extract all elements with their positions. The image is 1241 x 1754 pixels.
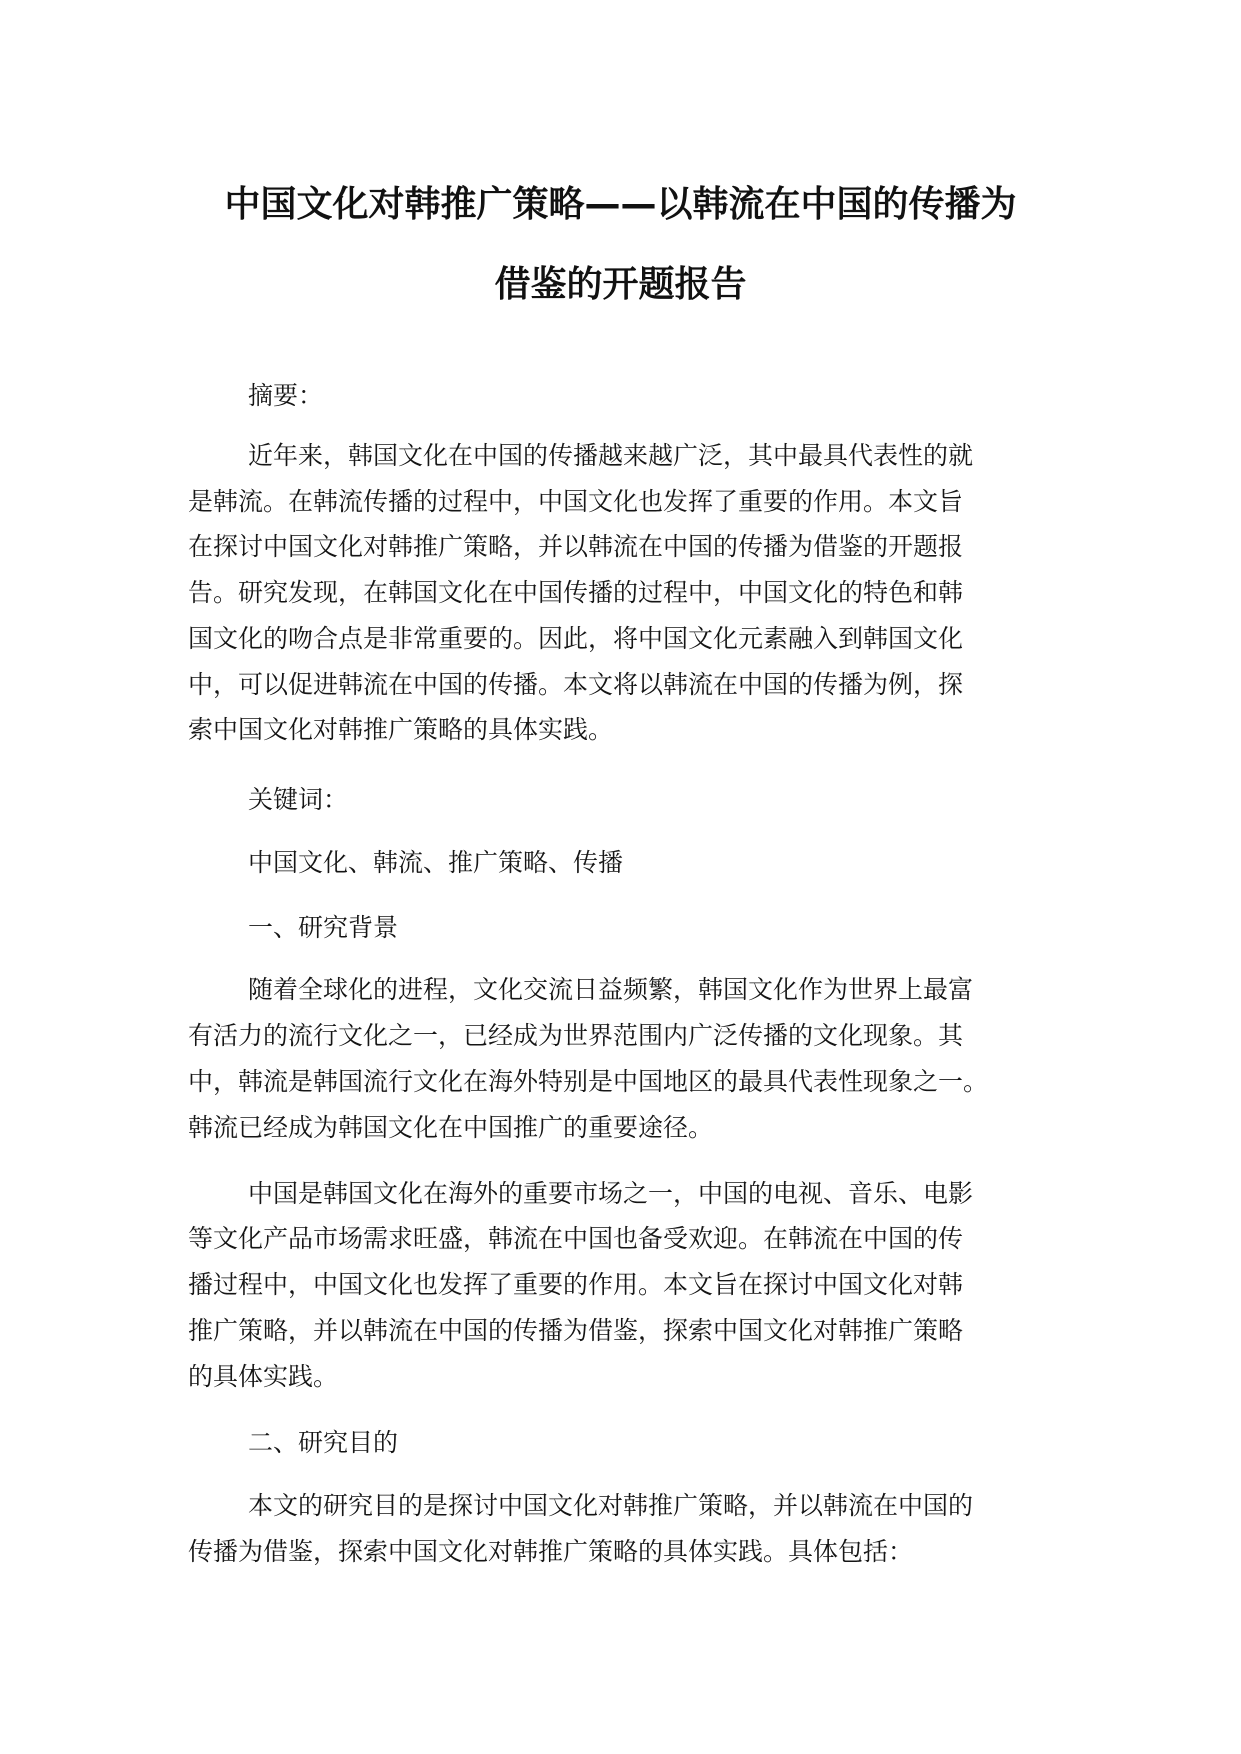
background-line: 随着全球化的进程，文化交流日益频繁，韩国文化作为世界上最富 (248, 975, 974, 1004)
background-line: 韩流已经成为韩国文化在中国推广的重要途径。 (188, 1113, 714, 1142)
abstract-heading: 摘要： (248, 381, 324, 410)
section-heading-purpose: 二、研究目的 (248, 1428, 399, 1457)
background-line: 中国是韩国文化在海外的重要市场之一，中国的电视、音乐、电影 (248, 1179, 974, 1208)
background-line: 的具体实践。 (188, 1362, 339, 1391)
abstract-line: 索中国文化对韩推广策略的具体实践。 (188, 715, 614, 744)
abstract-line: 告。研究发现，在韩国文化在中国传播的过程中，中国文化的特色和韩 (188, 578, 964, 607)
background-line: 等文化产品市场需求旺盛，韩流在中国也备受欢迎。在韩流在中国的传 (188, 1224, 964, 1253)
background-line: 中，韩流是韩国流行文化在海外特别是中国地区的最具代表性现象之一。 (188, 1067, 989, 1096)
abstract-line: 近年来，韩国文化在中国的传播越来越广泛，其中最具代表性的就 (248, 441, 974, 470)
keywords-text: 中国文化、韩流、推广策略、传播 (248, 848, 624, 877)
purpose-line: 传播为借鉴，探索中国文化对韩推广策略的具体实践。具体包括： (188, 1537, 914, 1566)
abstract-line: 是韩流。在韩流传播的过程中，中国文化也发挥了重要的作用。本文旨 (188, 487, 964, 516)
section-heading-background: 一、研究背景 (248, 913, 399, 942)
abstract-line: 在探讨中国文化对韩推广策略，并以韩流在中国的传播为借鉴的开题报 (188, 532, 964, 561)
background-line: 有活力的流行文化之一，已经成为世界范围内广泛传播的文化现象。其 (188, 1021, 964, 1050)
abstract-line: 中，可以促进韩流在中国的传播。本文将以韩流在中国的传播为例，探 (188, 670, 964, 699)
document-title-line-2: 借鉴的开题报告 (494, 264, 747, 305)
background-line: 推广策略，并以韩流在中国的传播为借鉴，探索中国文化对韩推广策略 (188, 1316, 964, 1345)
abstract-line: 国文化的吻合点是非常重要的。因此，将中国文化元素融入到韩国文化 (188, 624, 964, 653)
keywords-heading: 关键词： (248, 785, 349, 814)
background-line: 播过程中，中国文化也发挥了重要的作用。本文旨在探讨中国文化对韩 (188, 1270, 964, 1299)
purpose-line: 本文的研究目的是探讨中国文化对韩推广策略，并以韩流在中国的 (248, 1491, 974, 1520)
document-title-line-1: 中国文化对韩推广策略——以韩流在中国的传播为 (224, 184, 1017, 225)
